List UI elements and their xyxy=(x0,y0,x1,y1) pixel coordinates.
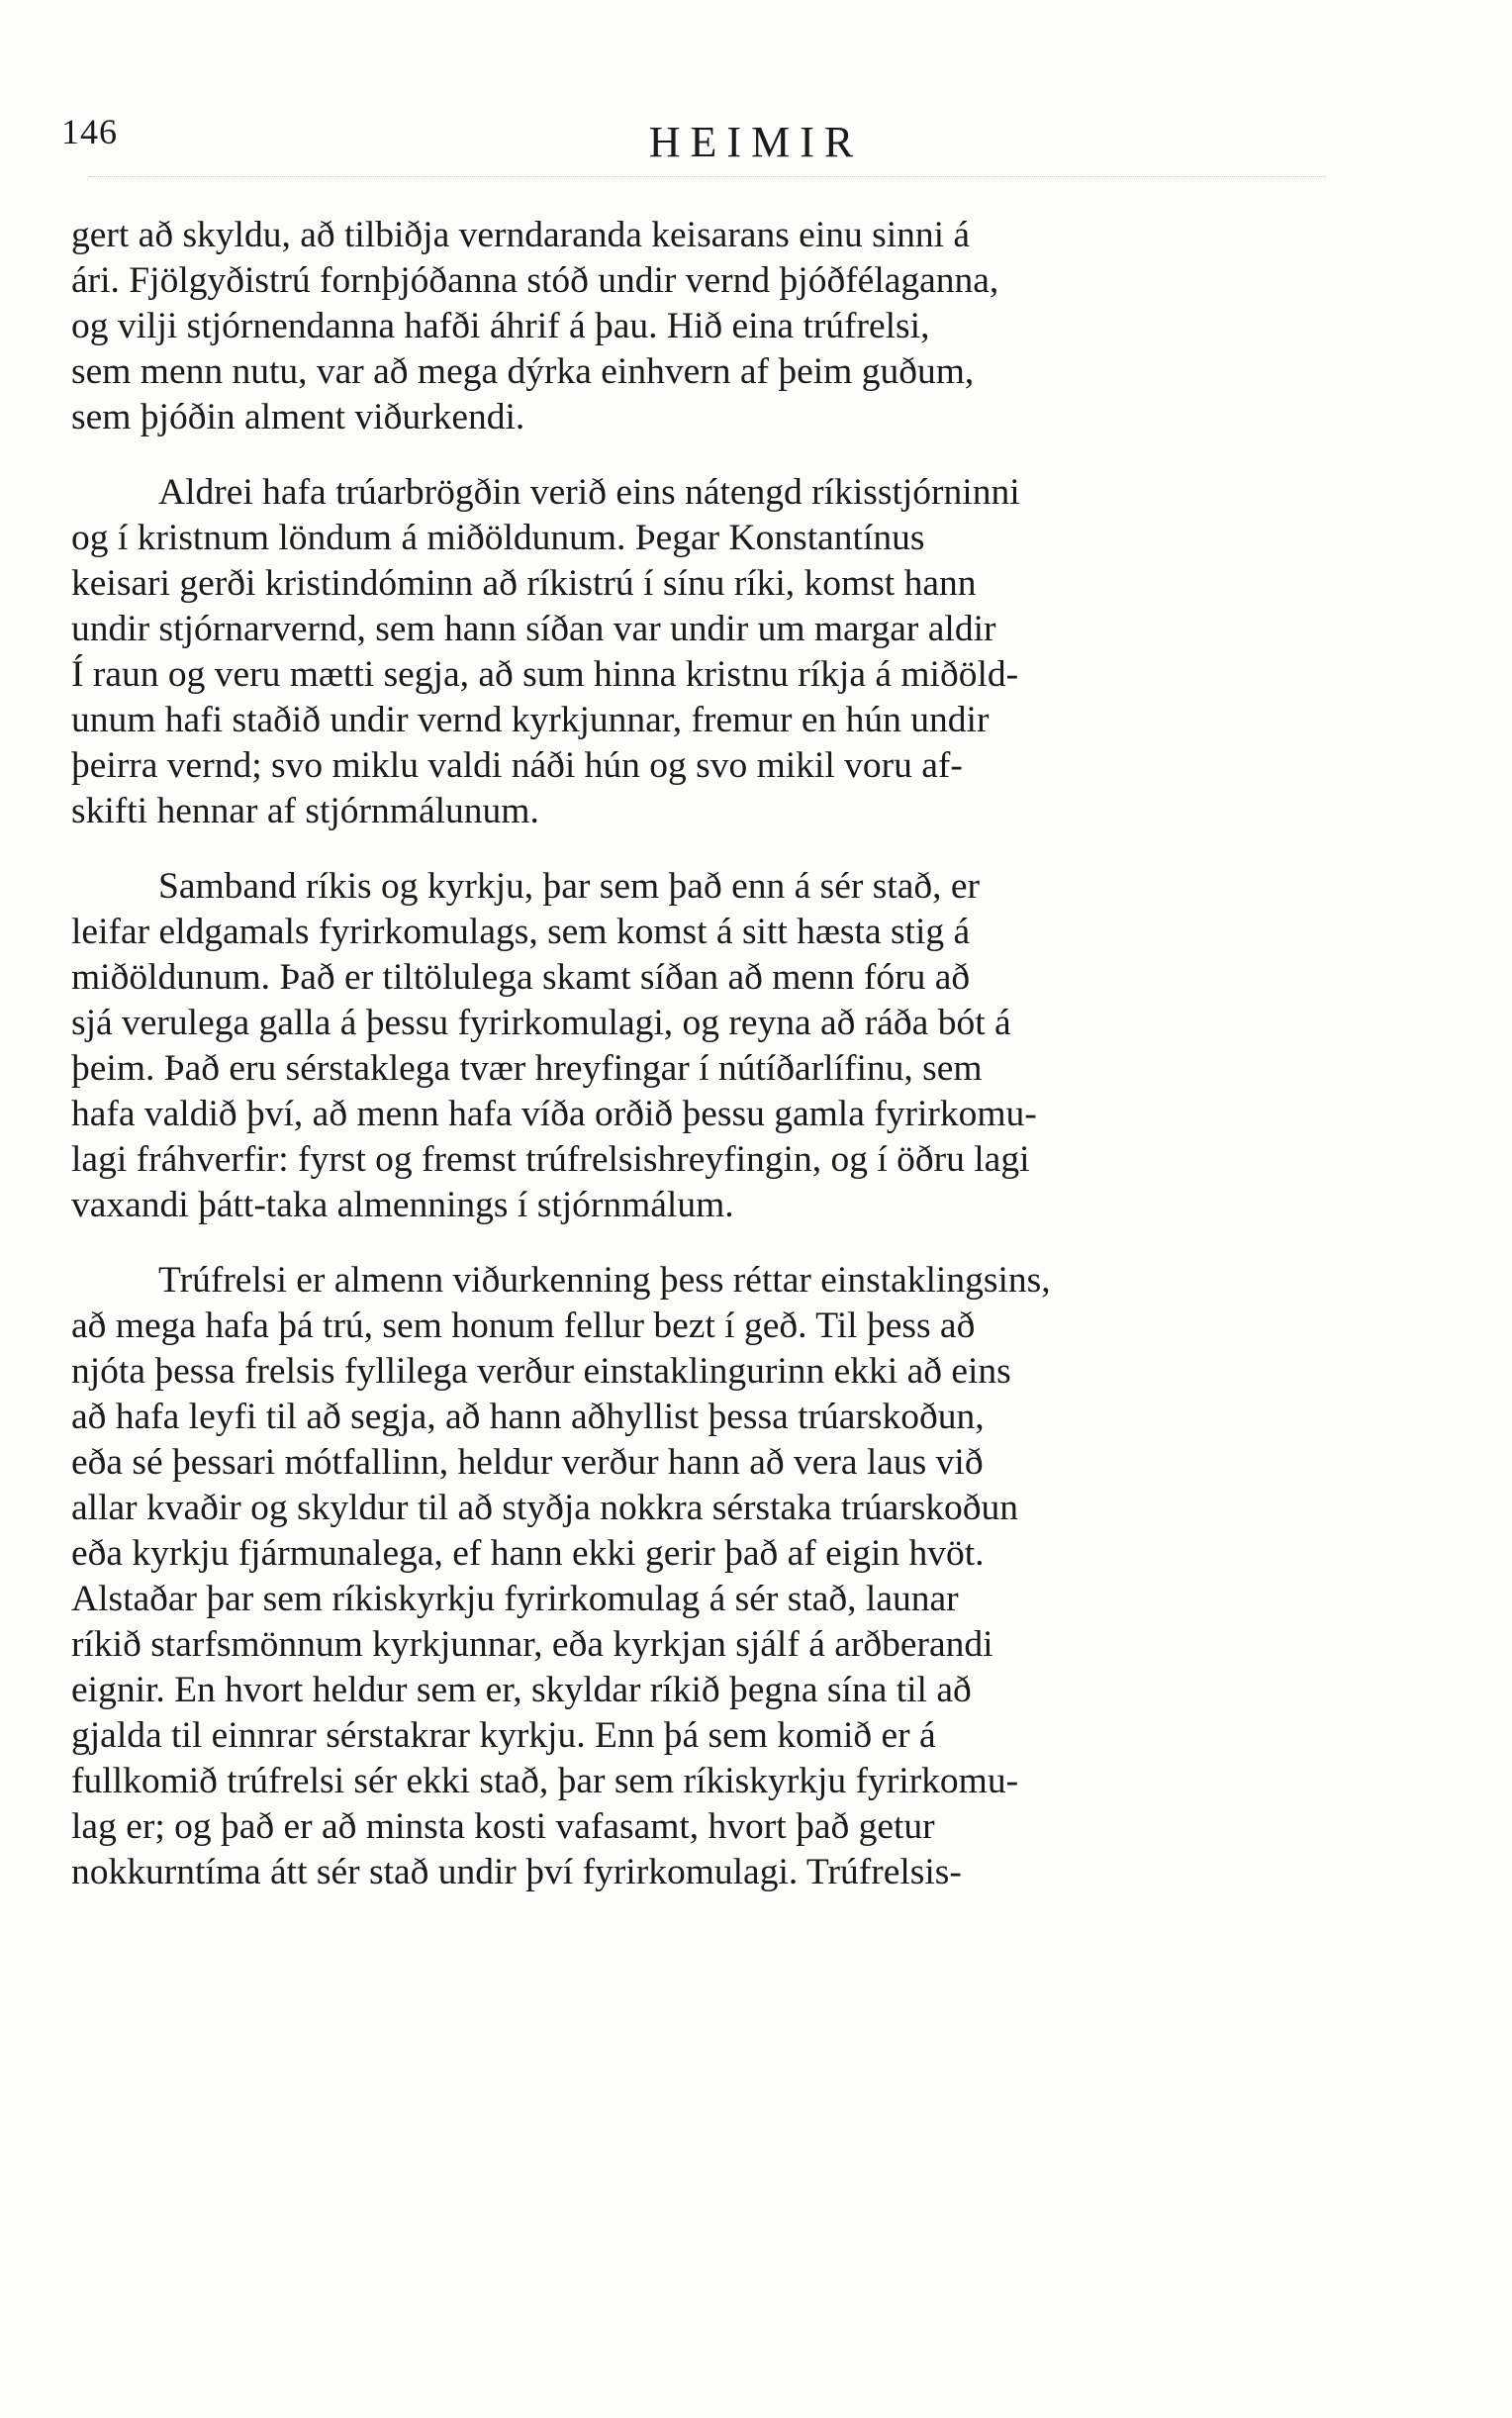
body-text xyxy=(71,213,1298,1895)
text-line: njóta þessa frelsis fyllilega verður einstaklingurinn ekki að eins xyxy=(71,1351,1011,1392)
text-line: keisari gerði kristindóminn að ríkistrú í sínu ríki, komst hann xyxy=(71,563,977,604)
text-line: gert að skyldu, að tilbiðja verndaranda keisarans einu sinni á xyxy=(71,215,971,255)
text-line: sem menn nutu, var að mega dýrka einhvern af þeim guðum, xyxy=(71,351,975,392)
paragraph xyxy=(71,864,1298,1228)
text-line: unum hafi staðið undir vernd kyrkjunnar, fremur en hún undir xyxy=(71,700,990,740)
text-line: fullkomið trúfrelsi sér ekki stað, þar sem ríkiskyrkju fyrirkomu- xyxy=(71,1761,1019,1801)
text-line: ári. Fjölgyðistrú fornþjóðanna stóð undir vernd þjóðfélaganna, xyxy=(71,260,999,301)
paragraph-gap xyxy=(71,440,1298,470)
text-line: að mega hafa þá trú, sem honum fellur bezt í geð. Til þess að xyxy=(71,1306,976,1346)
paragraph-gap xyxy=(71,1228,1298,1258)
text-line: þeirra vernd; svo miklu valdi náði hún og svo mikil voru af- xyxy=(71,745,963,786)
text-line: Aldrei hafa trúarbrögðin verið eins nátengd ríkisstjórninni xyxy=(158,472,1020,513)
text-line: eða kyrkju fjármunalega, ef hann ekki gerir það af eigin hvöt. xyxy=(71,1533,985,1574)
text-line: sem þjóðin alment viðurkendi. xyxy=(71,397,525,437)
paragraph-gap xyxy=(71,834,1298,864)
page-number: 146 xyxy=(61,112,118,151)
text-line: Samband ríkis og kyrkju, þar sem það enn á sér stað, er xyxy=(158,866,980,907)
text-line: eignir. En hvort heldur sem er, skyldar ríkið þegna sína til að xyxy=(71,1670,972,1710)
text-line: vaxandi þátt-taka almennings í stjórnmálum. xyxy=(71,1185,734,1225)
text-line: skifti hennar af stjórnmálunum. xyxy=(71,791,539,831)
text-line: lagi fráhverfir: fyrst og fremst trúfrelsishreyfingin, og í öðru lagi xyxy=(71,1139,1030,1180)
header-rule xyxy=(89,176,1326,177)
running-title: HEIMIR xyxy=(648,118,864,166)
text-line: leifar eldgamals fyrirkomulags, sem komst á sitt hæsta stig á xyxy=(71,912,971,952)
text-line: að hafa leyfi til að segja, að hann aðhyllist þessa trúarskoðun, xyxy=(71,1397,985,1437)
text-line: og í kristnum löndum á miðöldunum. Þegar Konstantínus xyxy=(71,518,925,558)
text-line: eða sé þessari mótfallinn, heldur verður hann að vera laus við xyxy=(71,1442,984,1483)
text-line: gjalda til einnrar sérstakrar kyrkju. Enn þá sem komið er á xyxy=(71,1715,936,1756)
text-line: og vilji stjórnendanna hafði áhrif á þau. Hið eina trúfrelsi, xyxy=(71,306,930,346)
paragraph xyxy=(71,1258,1298,1895)
text-line: allar kvaðir og skyldur til að styðja nokkra sérstaka trúarskoðun xyxy=(71,1488,1019,1528)
text-line: ríkið starfsmönnum kyrkjunnar, eða kyrkjan sjálf á arðberandi xyxy=(71,1624,993,1665)
text-line: sjá verulega galla á þessu fyrirkomulagi, og reyna að ráða bót á xyxy=(71,1003,1011,1043)
text-line: nokkurntíma átt sér stað undir því fyrirkomulagi. Trúfrelsis- xyxy=(71,1852,962,1892)
text-line: hafa valdið því, að menn hafa víða orðið þessu gamla fyrirkomu- xyxy=(71,1094,1037,1134)
text-line: lag er; og það er að minsta kosti vafasamt, hvort það getur xyxy=(71,1806,935,1847)
text-line: miðöldunum. Það er tiltölulega skamt síðan að menn fóru að xyxy=(71,957,971,998)
text-line: Alstaðar þar sem ríkiskyrkju fyrirkomulag á sér stað, launar xyxy=(71,1579,959,1619)
text-line: Trúfrelsi er almenn viðurkenning þess réttar einstaklingsins, xyxy=(158,1260,1051,1301)
paragraph xyxy=(71,213,1298,440)
text-line: Í raun og veru mætti segja, að sum hinna kristnu ríkja á miðöld- xyxy=(71,654,1019,695)
text-line: undir stjórnarvernd, sem hann síðan var undir um margar aldir xyxy=(71,609,996,649)
paragraph xyxy=(71,470,1298,834)
text-line: þeim. Það eru sérstaklega tvær hreyfingar í nútíðarlífinu, sem xyxy=(71,1048,983,1089)
